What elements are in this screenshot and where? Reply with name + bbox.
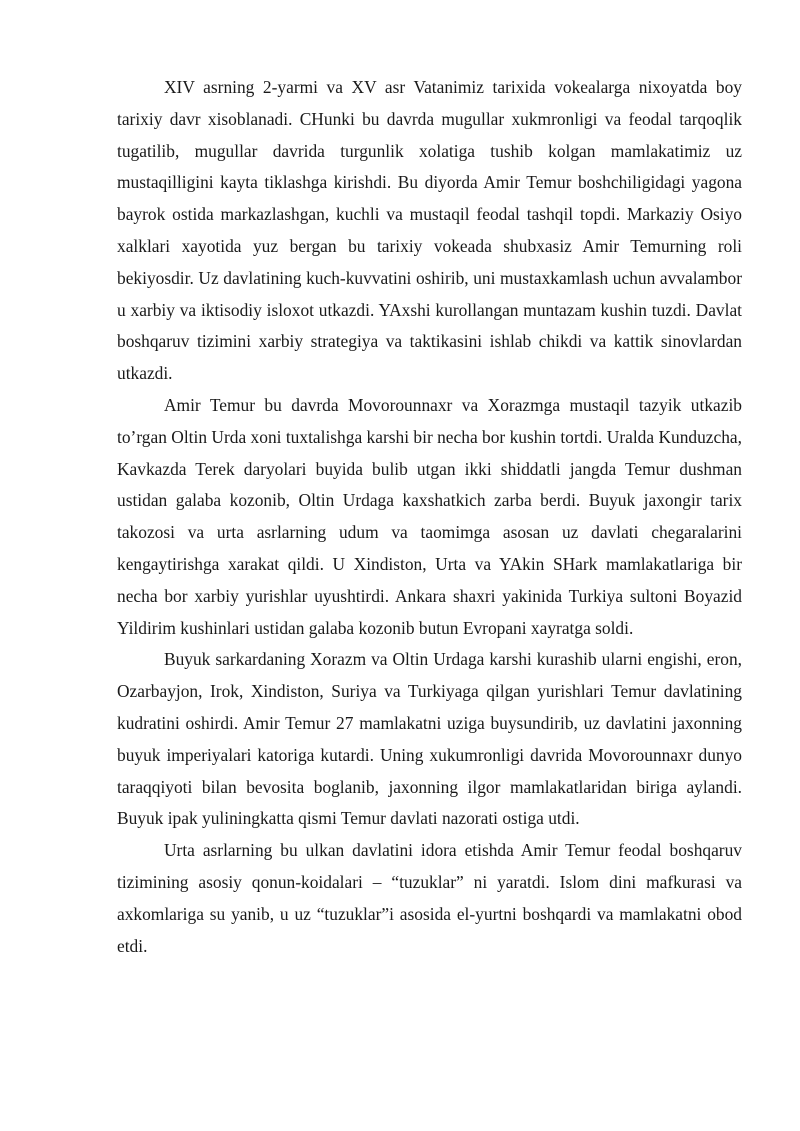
document-page [117, 72, 742, 962]
paragraph-2: Amir Temur bu davrda Movorounnaxr va Xorazmga mustaqil tazyik utkazib to’rgan Oltin Urda xoni tuxtalishga karshi bir necha bor kushin tortdi. Uralda Kunduzcha, Kavkazda Terek daryolari buyida bulib utgan ikki shiddatli jangda Temur dushman ustidan galaba kozonib, Oltin Urdaga kaxshatkich zarba berdi. Buyuk jaxongir tarix takozosi va urta asrlarning udum va taomimga asosan uz davlati chegaralarini kengaytirishga xarakat qildi. U Xindiston, Urta va YAkin SHark mamlakatlariga bir necha bor xarbiy yurishlar uyushtirdi. Ankara shaxri yakinida Turkiya sultoni Boyazid Yildirim kushinlari ustidan galaba kozonib butun Evropani xayratga soldi. [117, 394, 742, 638]
paragraph-4: Urta asrlarning bu ulkan davlatini idora etishda Amir Temur feodal boshqaruv tizimining asosiy qonun-koidalari – “tuzuklar” ni yaratdi. Islom dini mafkurasi va axkomlariga su yanib, u uz “tuzuklar”i asosida el-yurtni boshqardi va mamlakatni obod etdi. [117, 840, 742, 956]
paragraph-3: Buyuk sarkardaning Xorazm va Oltin Urdaga karshi kurashib ularni engishi, eron, Ozarbayjon, Irok, Xindiston, Suriya va Turkiyaga qilgan yurishlari Temur davlatining kudratini oshirdi. Amir Temur 27 mamlakatni uziga buysundirib, uz davlatini jaxonning buyuk imperiyalari katoriga kutardi. Uning xukumronligi davrida Movorounnaxr dunyo taraqqiyoti bilan bevosita boglanib, jaxonning ilgor mamlakatlaridan biriga aylandi. Buyuk ipak yuliningkatta qismi Temur davlati nazorati ostiga utdi. [117, 649, 742, 829]
paragraph-1: XIV asrning 2-yarmi va XV asr Vatanimiz tarixida vokealarga nixoyatda boy tarixiy davr xisoblanadi. CHunki bu davrda mugullar xukmronligi va feodal tarqoqlik tugatilib, mugullar davrida turgunlik xolatiga tushib kolgan mamlakatimiz uz mustaqilligini kayta tiklashga kirishdi. Bu diyorda Amir Temur boshchiligidagi yagona bayrok ostida markazlashgan, kuchli va mustaqil feodal tashqil topdi. Markaziy Osiyo xalklari xayotida yuz bergan bu tarixiy vokeada shubxasiz Amir Temurning roli bekiyosdir. Uz davlatining kuch-kuvvatini oshirib, uni mustaxkamlash uchun avvalambor u xarbiy va iktisodiy isloxot utkazdi. YAxshi kurollangan muntazam kushin tuzdi. Davlat boshqaruv tizimini xarbiy strategiya va taktikasini ishlab chikdi va kattik sinovlardan utkazdi. [117, 77, 742, 384]
